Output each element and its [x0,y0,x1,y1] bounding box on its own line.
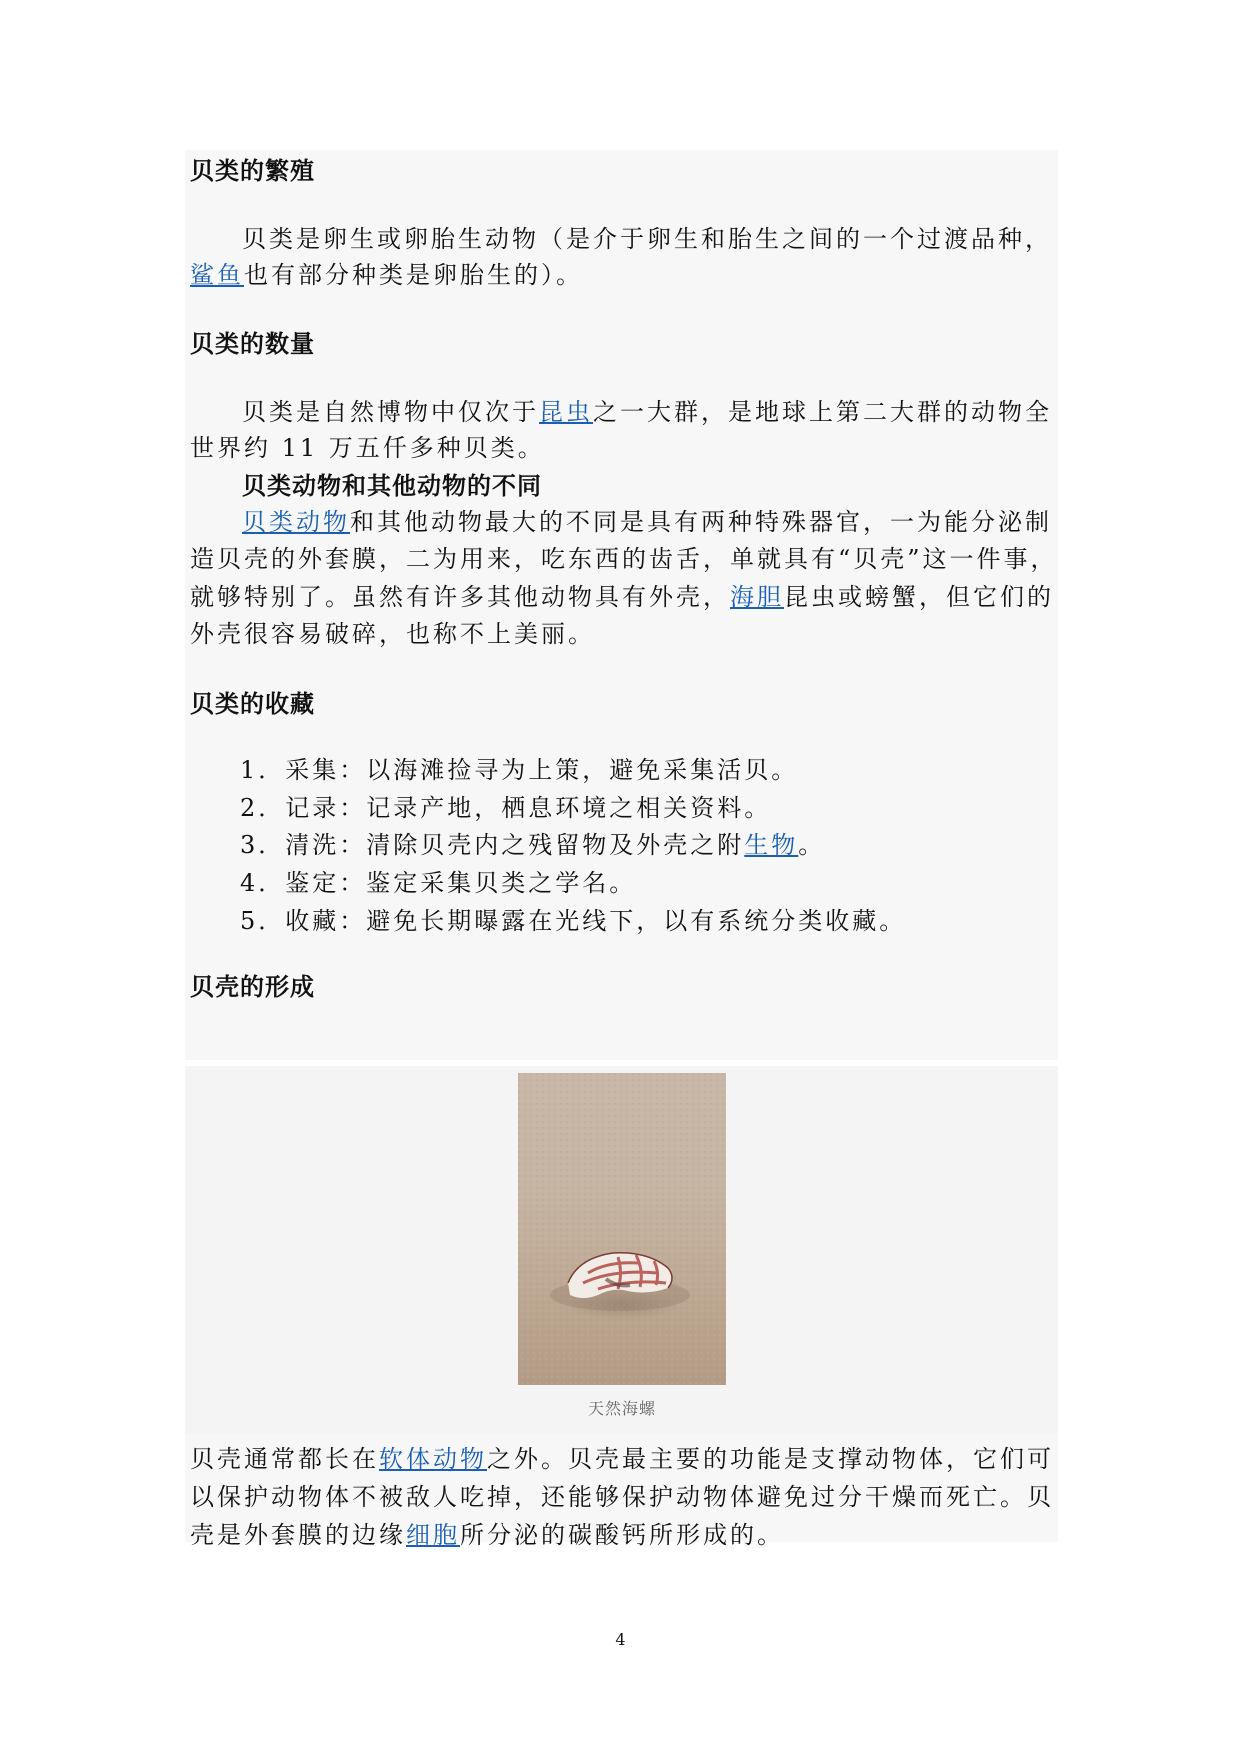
heading-difference: 贝类动物和其他动物的不同 [242,472,542,500]
formation-text-1post: 之外。贝壳最主要的功能是支撑动物体，它们可 [487,1445,1054,1473]
formation-line2: 以保护动物体不被敌人吃掉，还能够保护动物体避免过分干燥而死亡。贝 [190,1483,1054,1511]
difference-text-1: 和其他动物最大的不同是具有两种特殊器官，一为能分泌制 [350,508,1052,536]
breeding-paragraph-line2 [190,256,583,294]
page-number: 4 [615,1630,626,1649]
collection-item-2: 2．记录：记录产地，栖息环境之相关资料。 [240,794,772,822]
link-insect[interactable]: 昆虫 [539,398,593,426]
difference-text-3post: 昆虫或螃蟹，但它们的 [784,583,1054,611]
breeding-text-post: 也有部分种类是卵胎生的）。 [244,261,583,289]
formation-text-3pre: 壳是外套膜的边缘 [190,1521,406,1549]
link-cell[interactable]: 细胞 [406,1521,460,1549]
link-mollusk[interactable]: 软体动物 [379,1445,487,1473]
link-shark[interactable]: 鲨鱼 [190,261,244,289]
difference-line3 [190,578,1054,616]
link-sea-urchin[interactable]: 海胆 [730,583,784,611]
link-organism[interactable]: 生物 [744,831,799,859]
quantity-line1 [242,393,1052,431]
collection-item-5: 5．收藏：避免长期曝露在光线下，以有系统分类收藏。 [240,907,907,935]
collection-item-3-post: 。 [798,831,826,859]
formation-text-3post: 所分泌的碳酸钙所形成的。 [460,1521,784,1549]
nautilus-shell-photo [518,1073,726,1385]
difference-line1 [242,503,1052,541]
heading-formation: 贝壳的形成 [190,973,315,1001]
difference-line2: 造贝壳的外套膜，二为用来，吃东西的齿舌，单就具有“贝壳”这一件事， [190,545,1058,573]
collection-item-3-text: 3．清洗：清除贝壳内之残留物及外壳之附 [240,831,745,859]
difference-text-3pre: 就够特别了。虽然有许多其他动物具有外壳， [190,583,730,611]
heading-quantity: 贝类的数量 [190,330,315,358]
difference-line4: 外壳很容易破碎，也称不上美丽。 [190,620,595,648]
link-shellfish[interactable]: 贝类动物 [242,508,350,536]
shell-illustration [518,1073,726,1385]
formation-text-1pre: 贝壳通常都长在 [190,1445,379,1473]
quantity-text-post: 之一大群，是地球上第二大群的动物全 [593,398,1052,426]
heading-breeding: 贝类的繁殖 [190,157,315,185]
formation-line3 [190,1516,784,1554]
figure-caption: 天然海螺 [587,1399,656,1418]
collection-item-3 [240,826,825,864]
collection-item-1: 1．采集：以海滩捡寻为上策，避免采集活贝。 [240,756,799,784]
collection-item-4: 4．鉴定：鉴定采集贝类之学名。 [240,869,637,897]
breeding-paragraph-line1: 贝类是卵生或卵胎生动物（是介于卵生和胎生之间的一个过渡品种， [242,225,1052,253]
quantity-line2: 世界约 11 万五仟多种贝类。 [190,434,545,462]
quantity-text-pre: 贝类是自然博物中仅次于 [242,398,539,426]
formation-line1 [190,1440,1054,1478]
heading-collection: 贝类的收藏 [190,690,315,718]
